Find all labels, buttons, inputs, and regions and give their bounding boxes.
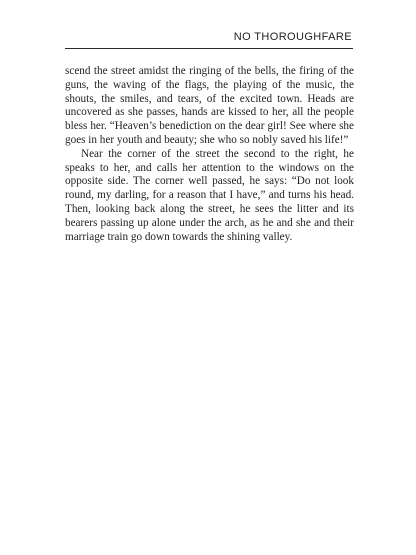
paragraph-continued: scend the street amidst the ringing of the bells, the firing of the guns, the waving of the flags, the playing of the music, the shouts, the smiles, and tears, of the excited town. Heads are uncovered as she passes, hands are kissed to her, all the people bless her. “Heaven’s benediction on the dear girl! See where she goes in her youth and beauty; she who so nobly saved his life!” [65,65,354,146]
body-text [65,65,354,244]
paragraph: Near the corner of the street the second to the right, he speaks to her, and calls her attention to the windows on the opposite side. The corner well passed, he says: “Do not look round, my darling, for a reason that I have,” and turns his head. Then, looking back along the street, he sees the litter and its bearers passing up alone under the arch, as he and she and their marriage train go down towards the shining valley. [65,147,354,243]
running-head [65,30,353,49]
running-title: NO THOROUGHFARE [233,31,352,43]
